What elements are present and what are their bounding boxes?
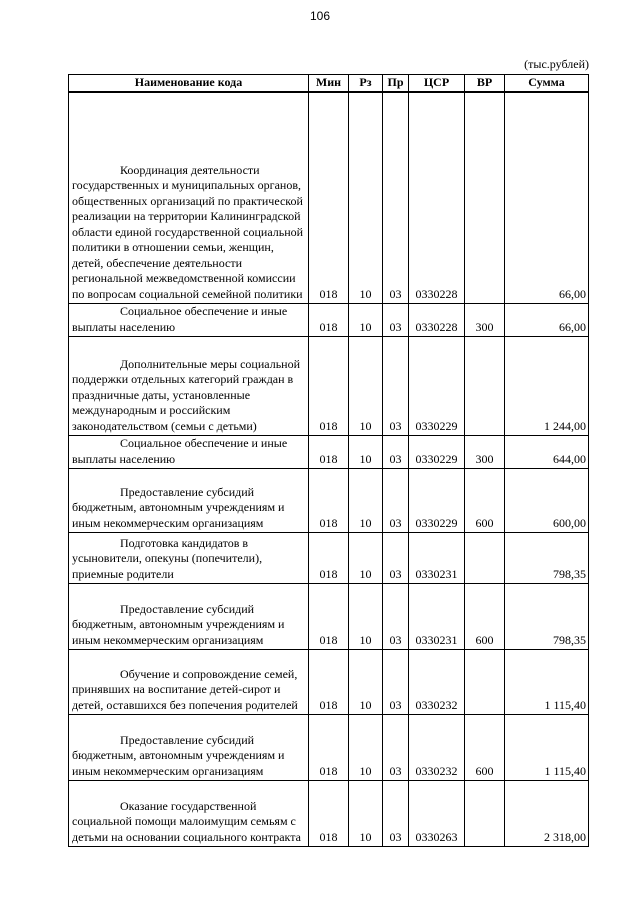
row-min: 018 xyxy=(309,650,349,715)
row-vr xyxy=(465,108,505,304)
row-pr: 03 xyxy=(383,533,409,584)
row-csr: 0330228 xyxy=(409,304,465,337)
row-vr xyxy=(465,781,505,847)
row-sum: 798,35 xyxy=(505,533,589,584)
page-number: 106 xyxy=(309,9,331,23)
row-csr: 0330232 xyxy=(409,650,465,715)
units-note: (тыс.рублей) xyxy=(524,57,589,71)
table-row xyxy=(69,715,589,781)
col-header-csr: ЦСР xyxy=(409,75,465,92)
col-header-vr: ВР xyxy=(465,75,505,92)
row-name: Социальное обеспечение и иные выплаты населению xyxy=(69,304,309,337)
col-header-sum: Сумма xyxy=(505,75,589,92)
row-rz: 10 xyxy=(349,304,383,337)
row-vr: 600 xyxy=(465,584,505,650)
row-min: 018 xyxy=(309,781,349,847)
row-name: Подготовка кандидатов в усыновители, опекуны (попечители), приемные родители xyxy=(69,533,309,584)
table-row xyxy=(69,469,589,533)
row-sum: 1 115,40 xyxy=(505,650,589,715)
row-rz: 10 xyxy=(349,469,383,533)
row-pr: 03 xyxy=(383,584,409,650)
row-name: Предоставление субсидий бюджетным, автономным учреждениям и иным некоммерческим организациям xyxy=(69,469,309,533)
row-min: 018 xyxy=(309,584,349,650)
row-rz: 10 xyxy=(349,715,383,781)
row-sum: 1 115,40 xyxy=(505,715,589,781)
row-csr: 0330231 xyxy=(409,533,465,584)
col-header-pr: Пр xyxy=(383,75,409,92)
row-pr: 03 xyxy=(383,337,409,436)
table-row xyxy=(69,781,589,847)
col-header-min: Мин xyxy=(309,75,349,92)
row-vr xyxy=(465,337,505,436)
row-pr: 03 xyxy=(383,469,409,533)
row-vr: 300 xyxy=(465,436,505,469)
row-rz: 10 xyxy=(349,781,383,847)
row-min: 018 xyxy=(309,533,349,584)
row-vr xyxy=(465,650,505,715)
row-csr: 0330228 xyxy=(409,108,465,304)
row-name: Оказание государственной социальной помощи малоимущим семьям с детьми на основании социального контракта xyxy=(69,781,309,847)
row-min: 018 xyxy=(309,436,349,469)
row-csr: 0330231 xyxy=(409,584,465,650)
row-csr: 0330229 xyxy=(409,337,465,436)
row-csr: 0330229 xyxy=(409,469,465,533)
row-name: Дополнительные меры социальной поддержки отдельных категорий граждан в праздничные даты, установленные международным и российским законодательством (семьи с детьми) xyxy=(69,337,309,436)
row-name: Предоставление субсидий бюджетным, автономным учреждениям и иным некоммерческим организациям xyxy=(69,584,309,650)
row-pr: 03 xyxy=(383,108,409,304)
table-row xyxy=(69,650,589,715)
spacer-row xyxy=(69,92,589,108)
row-vr: 300 xyxy=(465,304,505,337)
row-csr: 0330263 xyxy=(409,781,465,847)
row-vr: 600 xyxy=(465,715,505,781)
row-rz: 10 xyxy=(349,436,383,469)
col-header-rz: Рз xyxy=(349,75,383,92)
row-vr: 600 xyxy=(465,469,505,533)
row-pr: 03 xyxy=(383,304,409,337)
row-sum: 66,00 xyxy=(505,108,589,304)
row-rz: 10 xyxy=(349,584,383,650)
row-min: 018 xyxy=(309,337,349,436)
table-row xyxy=(69,436,589,469)
table-row xyxy=(69,337,589,436)
row-csr: 0330229 xyxy=(409,436,465,469)
row-vr xyxy=(465,533,505,584)
col-header-name: Наименование кода xyxy=(69,75,309,92)
row-csr: 0330232 xyxy=(409,715,465,781)
row-rz: 10 xyxy=(349,108,383,304)
row-pr: 03 xyxy=(383,715,409,781)
table-row xyxy=(69,533,589,584)
row-rz: 10 xyxy=(349,337,383,436)
row-sum: 644,00 xyxy=(505,436,589,469)
row-min: 018 xyxy=(309,304,349,337)
table-row xyxy=(69,304,589,337)
table-row xyxy=(69,108,589,304)
row-sum: 600,00 xyxy=(505,469,589,533)
row-name: Социальное обеспечение и иные выплаты населению xyxy=(69,436,309,469)
header-row xyxy=(69,75,589,92)
row-sum: 66,00 xyxy=(505,304,589,337)
row-name: Координация деятельности государственных и муниципальных органов, общественных организаций по практической реализации на территории Калининградской области единой государственной социальной политики в отношении семьи, женщин, детей, обеспечение деятельности региональной межведомственной комиссии по вопросам социальной семейной политики xyxy=(69,108,309,304)
row-sum: 1 244,00 xyxy=(505,337,589,436)
row-pr: 03 xyxy=(383,650,409,715)
row-name: Предоставление субсидий бюджетным, автономным учреждениям и иным некоммерческим организациям xyxy=(69,715,309,781)
row-rz: 10 xyxy=(349,533,383,584)
row-min: 018 xyxy=(309,715,349,781)
row-rz: 10 xyxy=(349,650,383,715)
row-min: 018 xyxy=(309,469,349,533)
row-pr: 03 xyxy=(383,436,409,469)
budget-table xyxy=(68,74,589,847)
row-sum: 2 318,00 xyxy=(505,781,589,847)
row-sum: 798,35 xyxy=(505,584,589,650)
row-min: 018 xyxy=(309,108,349,304)
row-name: Обучение и сопровождение семей, принявших на воспитание детей-сирот и детей, оставшихся без попечения родителей xyxy=(69,650,309,715)
table-row xyxy=(69,584,589,650)
row-pr: 03 xyxy=(383,781,409,847)
